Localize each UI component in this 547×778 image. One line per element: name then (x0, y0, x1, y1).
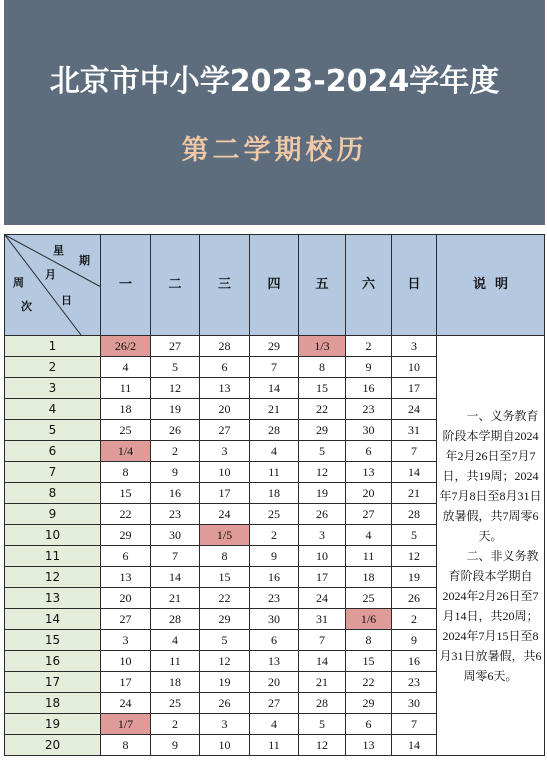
date-cell: 6 (346, 714, 392, 735)
month-start-cell: 1/6 (346, 609, 392, 630)
month-start-cell: 1/3 (299, 336, 346, 357)
day-header-sun: 日 (392, 235, 437, 336)
date-cell: 31 (299, 609, 346, 630)
date-cell: 25 (346, 588, 392, 609)
date-cell: 14 (299, 651, 346, 672)
date-cell: 23 (250, 588, 299, 609)
week-number: 19 (5, 714, 101, 735)
date-cell: 22 (200, 588, 250, 609)
week-number: 11 (5, 546, 101, 567)
month-start-cell: 1/5 (200, 525, 250, 546)
header-row (5, 235, 545, 336)
date-cell: 11 (250, 735, 299, 756)
date-cell: 22 (299, 399, 346, 420)
date-cell: 30 (346, 420, 392, 441)
date-cell: 28 (250, 420, 299, 441)
date-cell: 12 (200, 651, 250, 672)
corner-label-ci: 次 (21, 300, 32, 313)
date-cell: 6 (101, 546, 151, 567)
week-number: 18 (5, 693, 101, 714)
date-cell: 30 (250, 609, 299, 630)
date-cell: 11 (346, 546, 392, 567)
week-number: 17 (5, 672, 101, 693)
date-cell: 3 (200, 441, 250, 462)
date-cell: 28 (151, 609, 200, 630)
page-title: 北京市中小学2023-2024学年度 (49, 64, 500, 99)
date-cell: 6 (200, 357, 250, 378)
corner-header (5, 235, 101, 336)
day-header-tue: 二 (151, 235, 200, 336)
week-number: 1 (5, 336, 101, 357)
date-cell: 7 (392, 441, 437, 462)
date-cell: 4 (346, 525, 392, 546)
date-cell: 13 (200, 378, 250, 399)
date-cell: 21 (250, 399, 299, 420)
date-cell: 17 (299, 567, 346, 588)
date-cell: 15 (200, 567, 250, 588)
date-cell: 21 (151, 588, 200, 609)
date-cell: 16 (392, 651, 437, 672)
date-cell: 19 (151, 399, 200, 420)
date-cell: 8 (299, 357, 346, 378)
date-cell: 2 (151, 441, 200, 462)
date-cell: 9 (250, 546, 299, 567)
date-cell: 30 (151, 525, 200, 546)
date-cell: 20 (200, 399, 250, 420)
date-cell: 3 (299, 525, 346, 546)
date-cell: 25 (151, 693, 200, 714)
date-cell: 29 (200, 609, 250, 630)
date-cell: 19 (299, 483, 346, 504)
date-cell: 20 (346, 483, 392, 504)
date-cell: 11 (151, 651, 200, 672)
date-cell: 29 (346, 693, 392, 714)
date-cell: 10 (392, 357, 437, 378)
date-cell: 2 (392, 609, 437, 630)
date-cell: 13 (101, 567, 151, 588)
date-cell: 31 (392, 420, 437, 441)
date-cell: 16 (250, 567, 299, 588)
date-cell: 10 (200, 735, 250, 756)
corner-label-yue: 月 (45, 268, 56, 281)
corner-label-xing: 星 (53, 244, 64, 257)
date-cell: 5 (299, 441, 346, 462)
date-cell: 24 (200, 504, 250, 525)
date-cell: 9 (392, 630, 437, 651)
date-cell: 18 (346, 567, 392, 588)
date-cell: 13 (346, 735, 392, 756)
date-cell: 15 (299, 378, 346, 399)
date-cell: 22 (346, 672, 392, 693)
date-cell: 5 (392, 525, 437, 546)
month-start-cell: 1/7 (101, 714, 151, 735)
day-header-wed: 三 (200, 235, 250, 336)
week-number: 7 (5, 462, 101, 483)
date-cell: 26 (392, 588, 437, 609)
date-cell: 23 (346, 399, 392, 420)
month-start-cell: 26/2 (101, 336, 151, 357)
week-number: 9 (5, 504, 101, 525)
week-number: 2 (5, 357, 101, 378)
date-cell: 8 (101, 735, 151, 756)
week-number: 13 (5, 588, 101, 609)
day-header-mon: 一 (101, 235, 151, 336)
week-number: 15 (5, 630, 101, 651)
date-cell: 5 (151, 357, 200, 378)
date-cell: 26 (200, 693, 250, 714)
day-header-sat: 六 (346, 235, 392, 336)
date-cell: 7 (151, 546, 200, 567)
date-cell: 16 (151, 483, 200, 504)
note-compulsory: 一、义务教育阶段本学期自2024年2月26日至7月7日，共19周；2024年7月8日至8月31日放暑假，共7周零6天。 (439, 408, 542, 543)
date-cell: 29 (250, 336, 299, 357)
date-cell: 27 (346, 504, 392, 525)
date-cell: 30 (392, 693, 437, 714)
date-cell: 19 (200, 672, 250, 693)
date-cell: 14 (392, 462, 437, 483)
date-cell: 12 (299, 462, 346, 483)
week-number: 10 (5, 525, 101, 546)
date-cell: 12 (392, 546, 437, 567)
date-cell: 10 (299, 546, 346, 567)
date-cell: 23 (392, 672, 437, 693)
date-cell: 15 (346, 651, 392, 672)
month-start-cell: 1/4 (101, 441, 151, 462)
date-cell: 19 (392, 567, 437, 588)
date-cell: 8 (200, 546, 250, 567)
date-cell: 27 (151, 336, 200, 357)
week-number: 16 (5, 651, 101, 672)
date-cell: 20 (250, 672, 299, 693)
date-cell: 17 (101, 672, 151, 693)
corner-label-zhou: 周 (13, 276, 24, 289)
week-number: 12 (5, 567, 101, 588)
date-cell: 23 (151, 504, 200, 525)
date-cell: 4 (250, 714, 299, 735)
date-cell: 27 (101, 609, 151, 630)
date-cell: 14 (392, 735, 437, 756)
week-number: 20 (5, 735, 101, 756)
date-cell: 29 (299, 420, 346, 441)
date-cell: 26 (299, 504, 346, 525)
date-cell: 14 (250, 378, 299, 399)
date-cell: 2 (250, 525, 299, 546)
date-cell: 18 (151, 672, 200, 693)
date-cell: 4 (101, 357, 151, 378)
date-cell: 17 (200, 483, 250, 504)
date-cell: 17 (392, 378, 437, 399)
date-cell: 7 (250, 357, 299, 378)
date-cell: 28 (392, 504, 437, 525)
date-cell: 28 (299, 693, 346, 714)
date-cell: 21 (392, 483, 437, 504)
date-cell: 8 (101, 462, 151, 483)
date-cell: 9 (346, 357, 392, 378)
date-cell: 3 (101, 630, 151, 651)
date-cell: 21 (299, 672, 346, 693)
date-cell: 14 (151, 567, 200, 588)
date-cell: 22 (101, 504, 151, 525)
notes-cell (437, 336, 545, 756)
title-banner (4, 0, 545, 225)
date-cell: 5 (200, 630, 250, 651)
date-cell: 7 (392, 714, 437, 735)
date-cell: 29 (101, 525, 151, 546)
date-cell: 25 (101, 420, 151, 441)
day-header-thu: 四 (250, 235, 299, 336)
date-cell: 15 (101, 483, 151, 504)
calendar-body (5, 336, 545, 756)
calendar-table (4, 234, 545, 756)
week-number: 4 (5, 399, 101, 420)
notes-header: 说 明 (437, 235, 545, 336)
date-cell: 6 (250, 630, 299, 651)
note-non-compulsory: 二、非义务教育阶段本学期自2024年2月26日至7月14日，共20周；2024年7月15日至8月31日放暑假，共6周零6天。 (439, 548, 542, 683)
date-cell: 12 (151, 378, 200, 399)
date-cell: 12 (299, 735, 346, 756)
page-subtitle: 第二学期校历 (181, 135, 368, 166)
date-cell: 18 (101, 399, 151, 420)
date-cell: 5 (299, 714, 346, 735)
date-cell: 11 (101, 378, 151, 399)
date-cell: 16 (346, 378, 392, 399)
week-number: 3 (5, 378, 101, 399)
date-cell: 20 (101, 588, 151, 609)
week-number: 5 (5, 420, 101, 441)
date-cell: 9 (151, 462, 200, 483)
date-cell: 27 (200, 420, 250, 441)
date-cell: 24 (299, 588, 346, 609)
date-cell: 27 (250, 693, 299, 714)
day-header-fri: 五 (299, 235, 346, 336)
date-cell: 28 (200, 336, 250, 357)
date-cell: 24 (392, 399, 437, 420)
date-cell: 10 (200, 462, 250, 483)
date-cell: 6 (346, 441, 392, 462)
corner-label-qi: 期 (79, 254, 90, 267)
date-cell: 10 (101, 651, 151, 672)
date-cell: 4 (250, 441, 299, 462)
date-cell: 2 (151, 714, 200, 735)
date-cell: 4 (151, 630, 200, 651)
week-number: 8 (5, 483, 101, 504)
date-cell: 25 (250, 504, 299, 525)
date-cell: 13 (250, 651, 299, 672)
date-cell: 8 (346, 630, 392, 651)
corner-label-ri: 日 (61, 294, 72, 307)
table-row (5, 336, 545, 357)
date-cell: 13 (346, 462, 392, 483)
date-cell: 3 (392, 336, 437, 357)
date-cell: 18 (250, 483, 299, 504)
date-cell: 11 (250, 462, 299, 483)
week-number: 14 (5, 609, 101, 630)
date-cell: 26 (151, 420, 200, 441)
week-number: 6 (5, 441, 101, 462)
date-cell: 3 (200, 714, 250, 735)
date-cell: 9 (151, 735, 200, 756)
date-cell: 7 (299, 630, 346, 651)
date-cell: 24 (101, 693, 151, 714)
date-cell: 2 (346, 336, 392, 357)
